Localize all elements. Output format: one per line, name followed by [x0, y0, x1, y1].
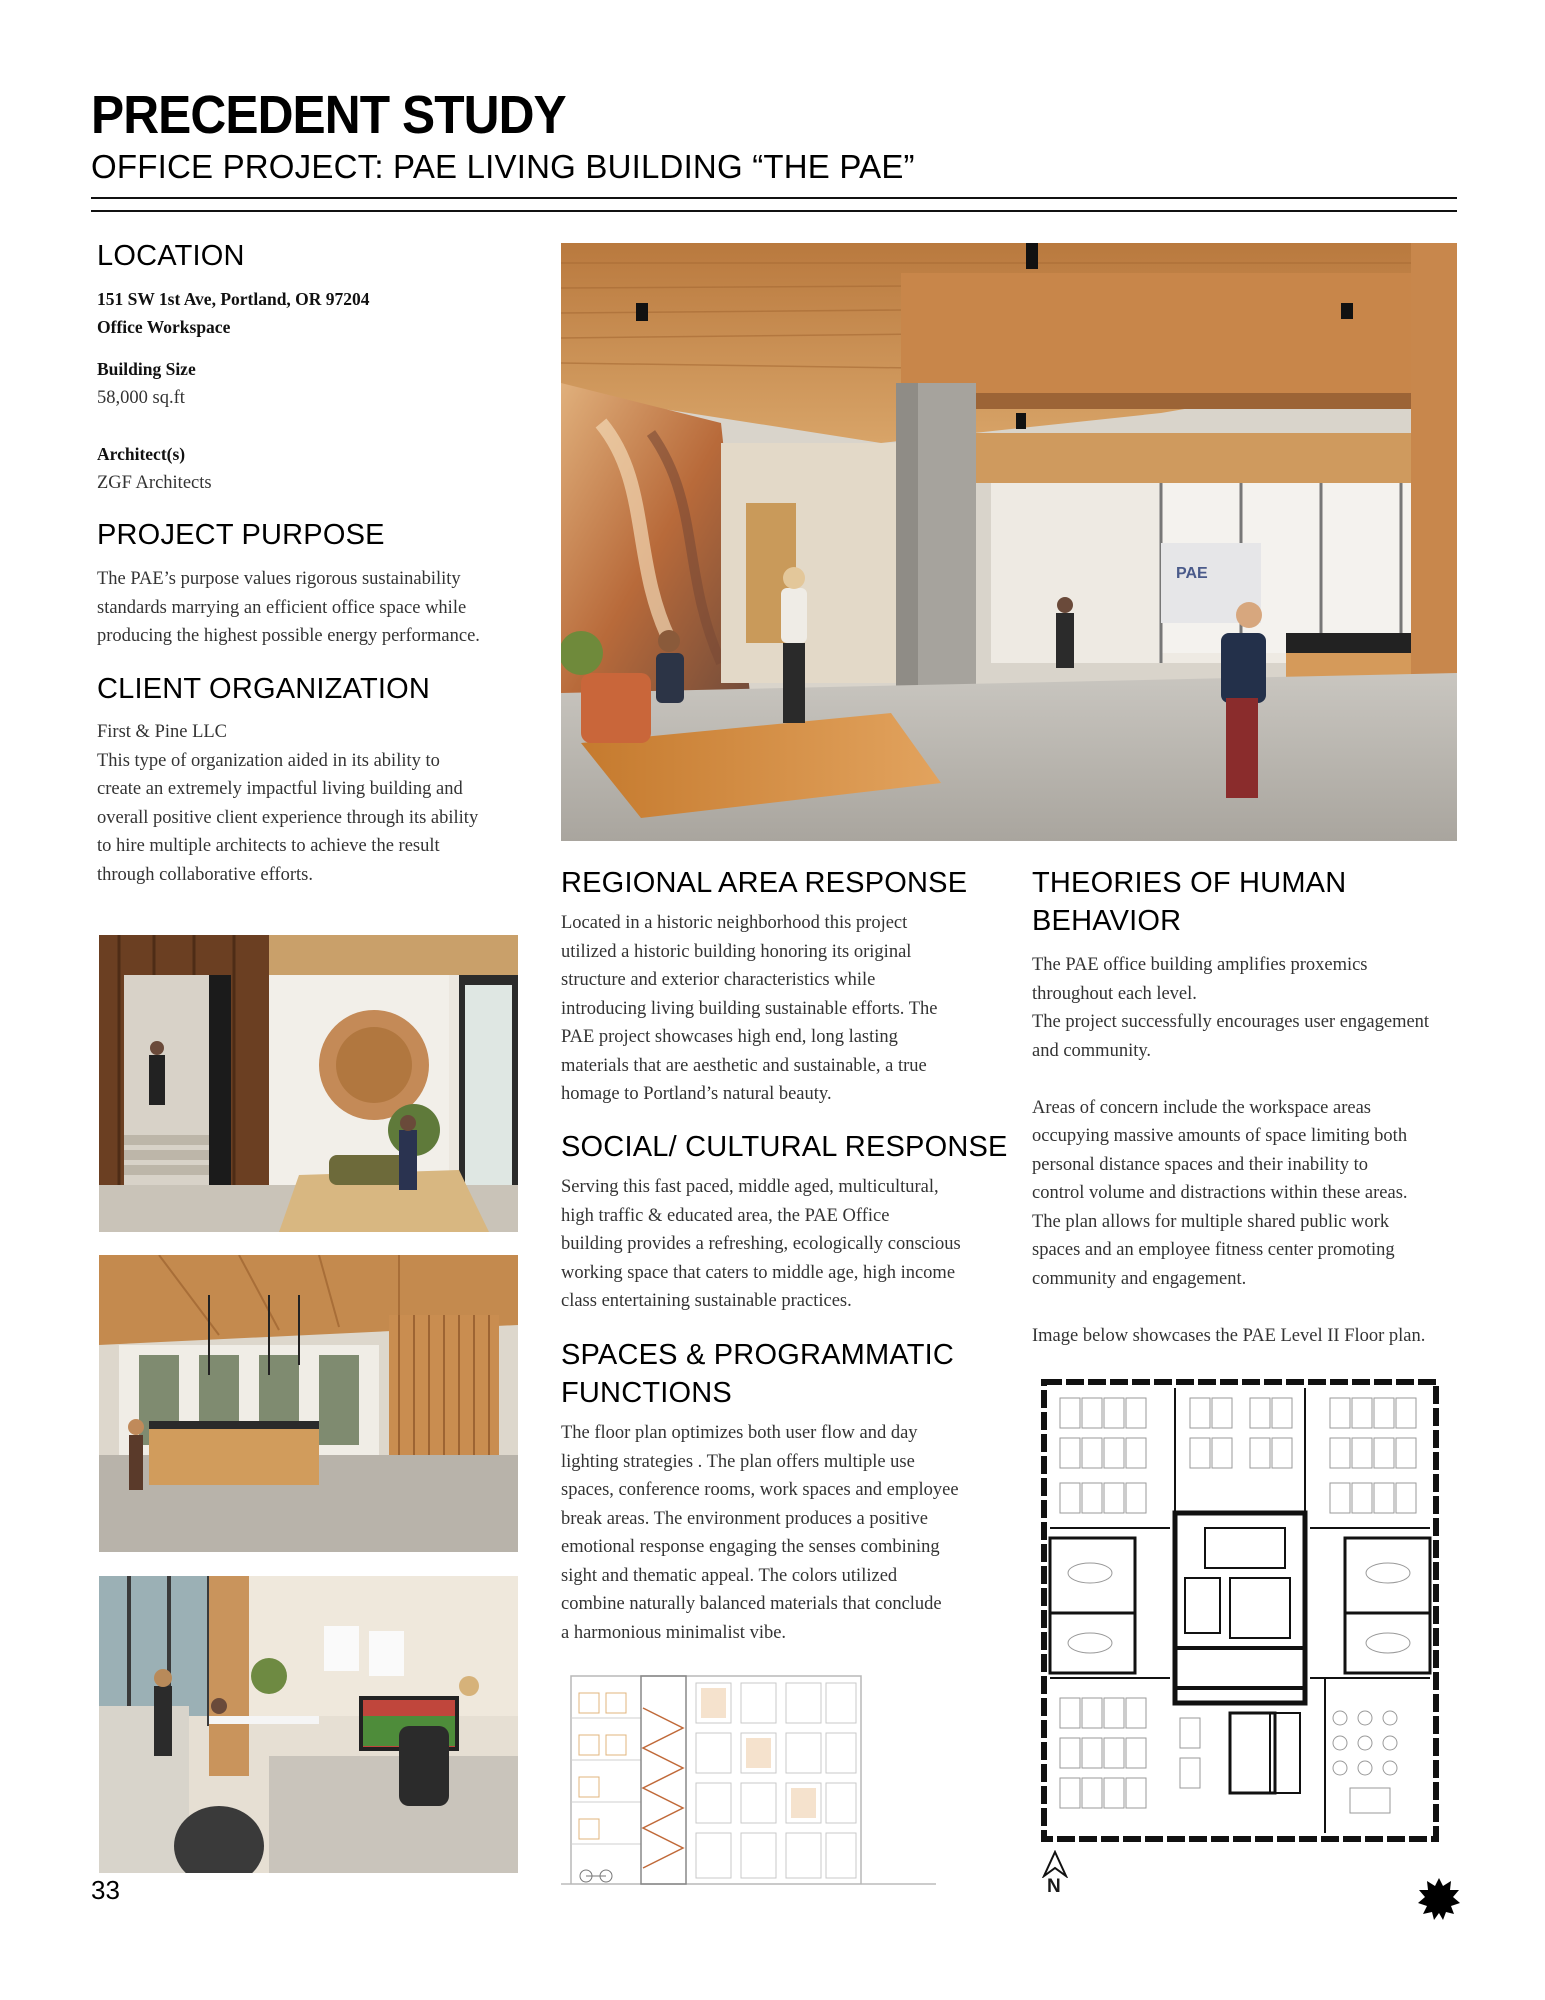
client-line: through collaborative efforts. [97, 864, 313, 885]
hero-lobby-photo [561, 243, 1457, 841]
photo-reception [99, 1255, 518, 1552]
starburst-icon [1418, 1878, 1460, 1920]
client-line: create an extremely impactful living building and [97, 779, 463, 799]
spaces-line: a harmonious minimalist vibe. [561, 1622, 787, 1643]
architect-value: ZGF Architects [97, 473, 212, 493]
north-label: N [1047, 1876, 1061, 1897]
architect-label: Architect(s) [97, 444, 186, 464]
client-line: First & Pine LLC [97, 722, 228, 742]
theories-line: Areas of concern include the workspace areas [1032, 1097, 1371, 1118]
purpose-line: The PAE’s purpose values rigorous sustainability [97, 569, 461, 589]
client-line: This type of organization aided in its ability to [97, 750, 440, 771]
spaces-line: The floor plan optimizes both user flow and day [561, 1423, 918, 1443]
theories-caption: Image below showcases the PAE Level II Floor plan. [1032, 1325, 1426, 1346]
location-address: 151 SW 1st Ave, Portland, OR 97204 [97, 289, 370, 309]
theories-text [1032, 951, 1462, 1350]
social-line: building provides a refreshing, ecologically conscious [561, 1234, 961, 1254]
purpose-line: standards marrying an efficient office space while [97, 597, 467, 618]
regional-text [561, 909, 981, 1109]
spaces-heading-line: SPACES & PROGRAMMATIC [561, 1339, 955, 1371]
north-arrow-icon [1040, 1850, 1070, 1900]
regional-line: materials that are aesthetic and sustainable, a true [561, 1055, 927, 1076]
client-line: to hire multiple architects to achieve the result [97, 836, 440, 856]
page-number: 33 [91, 1875, 120, 1905]
photo-workspace [99, 1576, 518, 1873]
spaces-line: emotional response engaging the senses combining [561, 1537, 940, 1557]
social-text [561, 1173, 991, 1316]
spaces-line: lighting strategies . The plan offers multiple use [561, 1451, 915, 1472]
theories-heading [1032, 864, 1346, 940]
theories-line: The plan allows for multiple shared public work [1032, 1211, 1390, 1232]
spaces-line: combine naturally balanced materials that conclude [561, 1594, 942, 1614]
building-section-drawing [561, 1668, 936, 1893]
theories-heading-line: BEHAVIOR [1032, 905, 1182, 937]
social-heading: SOCIAL/ CULTURAL RESPONSE [561, 1131, 1008, 1163]
location-heading: LOCATION [97, 240, 245, 272]
client-line: overall positive client experience through its ability [97, 807, 479, 828]
regional-heading: REGIONAL AREA RESPONSE [561, 867, 968, 899]
page-subtitle: OFFICE PROJECT: PAE LIVING BUILDING “THE PAE” [91, 148, 915, 185]
theories-line: community and engagement. [1032, 1268, 1247, 1289]
spaces-heading-line: FUNCTIONS [561, 1377, 732, 1409]
regional-line: homage to Portland’s natural beauty. [561, 1084, 832, 1104]
social-line: class entertaining sustainable practices. [561, 1291, 852, 1311]
regional-line: structure and exterior characteristics while [561, 970, 876, 990]
social-line: working space that caters to middle age, high income [561, 1262, 956, 1283]
theories-heading-line: THEORIES OF HUMAN [1032, 867, 1347, 899]
regional-line: introducing living building sustainable efforts. The [561, 998, 938, 1019]
theories-line: and community. [1032, 1040, 1152, 1061]
divider-top [91, 197, 1457, 199]
theories-line: control volume and distractions within these areas. [1032, 1183, 1408, 1203]
regional-line: PAE project showcases high end, long lasting [561, 1027, 898, 1047]
building-size-label: Building Size [97, 359, 196, 379]
social-line: Serving this fast paced, middle aged, multicultural, [561, 1177, 939, 1197]
building-size-value: 58,000 sq.ft [97, 388, 185, 408]
theories-line: occupying massive amounts of space limiting both [1032, 1126, 1408, 1146]
purpose-heading: PROJECT PURPOSE [97, 519, 385, 551]
regional-line: Located in a historic neighborhood this project [561, 913, 908, 933]
client-heading: CLIENT ORGANIZATION [97, 673, 431, 705]
spaces-line: sight and thematic appeal. The colors utilized [561, 1565, 898, 1586]
location-use: Office Workspace [97, 317, 231, 337]
spaces-heading [561, 1336, 954, 1412]
spaces-text [561, 1419, 991, 1647]
client-text [97, 718, 517, 889]
theories-line: The PAE office building amplifies proxemics [1032, 955, 1368, 975]
theories-line: spaces and an employee fitness center promoting [1032, 1240, 1395, 1260]
purpose-line: producing the highest possible energy performance. [97, 626, 480, 646]
divider-bottom [91, 210, 1457, 212]
purpose-text [97, 565, 517, 651]
social-line: high traffic & educated area, the PAE Office [561, 1205, 890, 1226]
theories-line: personal distance spaces and their inability to [1032, 1154, 1368, 1175]
theories-line: The project successfully encourages user engagement [1032, 1012, 1430, 1032]
photo-lobby-mural [99, 935, 518, 1232]
theories-line: throughout each level. [1032, 983, 1197, 1004]
regional-line: utilized a historic building honoring its original [561, 941, 912, 962]
floor-plan-drawing [1040, 1378, 1440, 1843]
spaces-line: break areas. The environment produces a positive [561, 1508, 928, 1529]
spaces-line: spaces, conference rooms, work spaces and employee [561, 1480, 959, 1500]
page-title: PRECEDENT STUDY [91, 85, 566, 145]
pae-sign: PAE [1176, 565, 1208, 582]
